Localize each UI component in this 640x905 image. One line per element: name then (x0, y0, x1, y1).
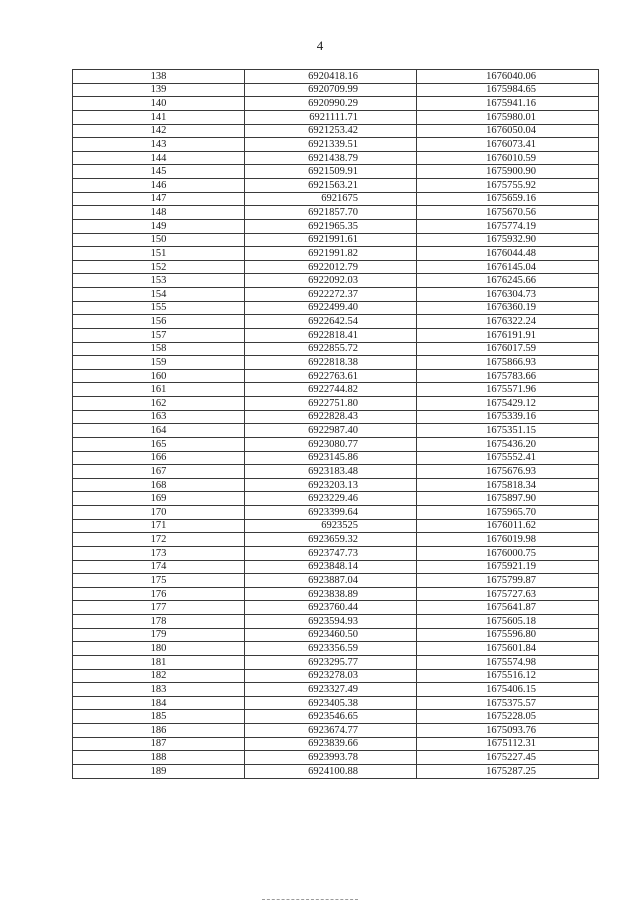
table-row (73, 356, 599, 370)
table-row (73, 260, 599, 274)
x-coordinate-cell: 1676360.19 (417, 301, 599, 315)
table-row (73, 737, 599, 751)
table-row (73, 288, 599, 302)
table-row (73, 138, 599, 152)
y-coordinate-cell: 6922828.43 (245, 410, 417, 424)
point-number-cell: 169 (73, 492, 245, 506)
point-number-cell: 152 (73, 260, 245, 274)
y-coordinate-cell: 6922012.79 (245, 260, 417, 274)
y-coordinate-cell: 6922751.80 (245, 397, 417, 411)
table-row (73, 383, 599, 397)
y-coordinate-cell: 6923546.65 (245, 710, 417, 724)
y-coordinate-cell: 6921675 (245, 192, 417, 206)
table-row (73, 655, 599, 669)
point-number-cell: 179 (73, 628, 245, 642)
point-number-cell: 158 (73, 342, 245, 356)
table-row (73, 165, 599, 179)
x-coordinate-cell: 1675574.98 (417, 655, 599, 669)
x-coordinate-cell: 1676000.75 (417, 546, 599, 560)
point-number-cell: 189 (73, 764, 245, 778)
x-coordinate-cell: 1675900.90 (417, 165, 599, 179)
x-coordinate-cell: 1676322.24 (417, 315, 599, 329)
y-coordinate-cell: 6921991.61 (245, 233, 417, 247)
table-row (73, 437, 599, 451)
point-number-cell: 186 (73, 724, 245, 738)
point-number-cell: 183 (73, 683, 245, 697)
point-number-cell: 180 (73, 642, 245, 656)
y-coordinate-cell: 6923525 (245, 519, 417, 533)
point-number-cell: 163 (73, 410, 245, 424)
point-number-cell: 178 (73, 615, 245, 629)
table-row (73, 683, 599, 697)
point-number-cell: 140 (73, 97, 245, 111)
y-coordinate-cell: 6923839.66 (245, 737, 417, 751)
y-coordinate-cell: 6923295.77 (245, 655, 417, 669)
coordinates-table-body (73, 70, 599, 779)
x-coordinate-cell: 1676050.04 (417, 124, 599, 138)
point-number-cell: 159 (73, 356, 245, 370)
x-coordinate-cell: 1676191.91 (417, 328, 599, 342)
table-row (73, 206, 599, 220)
x-coordinate-cell: 1675941.16 (417, 97, 599, 111)
point-number-cell: 160 (73, 369, 245, 383)
x-coordinate-cell: 1676245.66 (417, 274, 599, 288)
y-coordinate-cell: 6920709.99 (245, 83, 417, 97)
y-coordinate-cell: 6923399.64 (245, 506, 417, 520)
bottom-scan-mark (262, 899, 358, 901)
point-number-cell: 150 (73, 233, 245, 247)
point-number-cell: 139 (73, 83, 245, 97)
y-coordinate-cell: 6923405.38 (245, 696, 417, 710)
y-coordinate-cell: 6922642.54 (245, 315, 417, 329)
point-number-cell: 145 (73, 165, 245, 179)
table-row (73, 97, 599, 111)
y-coordinate-cell: 6922987.40 (245, 424, 417, 438)
y-coordinate-cell: 6921339.51 (245, 138, 417, 152)
point-number-cell: 167 (73, 465, 245, 479)
x-coordinate-cell: 1675866.93 (417, 356, 599, 370)
y-coordinate-cell: 6922818.41 (245, 328, 417, 342)
y-coordinate-cell: 6924100.88 (245, 764, 417, 778)
y-coordinate-cell: 6922272.37 (245, 288, 417, 302)
y-coordinate-cell: 6923838.89 (245, 587, 417, 601)
table-row (73, 369, 599, 383)
x-coordinate-cell: 1676145.04 (417, 260, 599, 274)
x-coordinate-cell: 1675659.16 (417, 192, 599, 206)
point-number-cell: 141 (73, 110, 245, 124)
point-number-cell: 173 (73, 546, 245, 560)
x-coordinate-cell: 1675516.12 (417, 669, 599, 683)
table-row (73, 274, 599, 288)
x-coordinate-cell: 1676073.41 (417, 138, 599, 152)
point-number-cell: 171 (73, 519, 245, 533)
table-row (73, 492, 599, 506)
y-coordinate-cell: 6921965.35 (245, 219, 417, 233)
table-row (73, 124, 599, 138)
point-number-cell: 156 (73, 315, 245, 329)
table-row (73, 560, 599, 574)
table-row (73, 724, 599, 738)
x-coordinate-cell: 1675339.16 (417, 410, 599, 424)
table-row (73, 342, 599, 356)
x-coordinate-cell: 1675429.12 (417, 397, 599, 411)
table-row (73, 397, 599, 411)
point-number-cell: 165 (73, 437, 245, 451)
table-row (73, 179, 599, 193)
coordinates-table (72, 69, 599, 779)
table-row (73, 451, 599, 465)
table-row (73, 110, 599, 124)
x-coordinate-cell: 1675605.18 (417, 615, 599, 629)
x-coordinate-cell: 1675228.05 (417, 710, 599, 724)
x-coordinate-cell: 1675799.87 (417, 574, 599, 588)
y-coordinate-cell: 6922818.38 (245, 356, 417, 370)
table-row (73, 669, 599, 683)
y-coordinate-cell: 6922092.03 (245, 274, 417, 288)
point-number-cell: 149 (73, 219, 245, 233)
x-coordinate-cell: 1675227.45 (417, 751, 599, 765)
table-row (73, 533, 599, 547)
table-row (73, 587, 599, 601)
point-number-cell: 172 (73, 533, 245, 547)
page-number: 4 (316, 38, 324, 53)
y-coordinate-cell: 6920418.16 (245, 70, 417, 84)
x-coordinate-cell: 1675897.90 (417, 492, 599, 506)
table-row (73, 192, 599, 206)
point-number-cell: 168 (73, 478, 245, 492)
table-row (73, 710, 599, 724)
x-coordinate-cell: 1675783.66 (417, 369, 599, 383)
x-coordinate-cell: 1675818.34 (417, 478, 599, 492)
table-row (73, 601, 599, 615)
y-coordinate-cell: 6923080.77 (245, 437, 417, 451)
y-coordinate-cell: 6921509.91 (245, 165, 417, 179)
y-coordinate-cell: 6923674.77 (245, 724, 417, 738)
y-coordinate-cell: 6921253.42 (245, 124, 417, 138)
y-coordinate-cell: 6922763.61 (245, 369, 417, 383)
table-row (73, 247, 599, 261)
point-number-cell: 147 (73, 192, 245, 206)
table-row (73, 70, 599, 84)
y-coordinate-cell: 6923848.14 (245, 560, 417, 574)
table-row (73, 615, 599, 629)
point-number-cell: 157 (73, 328, 245, 342)
y-coordinate-cell: 6923203.13 (245, 478, 417, 492)
point-number-cell: 142 (73, 124, 245, 138)
x-coordinate-cell: 1675375.57 (417, 696, 599, 710)
point-number-cell: 185 (73, 710, 245, 724)
y-coordinate-cell: 6922855.72 (245, 342, 417, 356)
point-number-cell: 164 (73, 424, 245, 438)
x-coordinate-cell: 1675093.76 (417, 724, 599, 738)
x-coordinate-cell: 1676304.73 (417, 288, 599, 302)
y-coordinate-cell: 6923594.93 (245, 615, 417, 629)
y-coordinate-cell: 6923760.44 (245, 601, 417, 615)
point-number-cell: 182 (73, 669, 245, 683)
point-number-cell: 170 (73, 506, 245, 520)
y-coordinate-cell: 6923460.50 (245, 628, 417, 642)
x-coordinate-cell: 1675287.25 (417, 764, 599, 778)
table-row (73, 546, 599, 560)
x-coordinate-cell: 1675351.15 (417, 424, 599, 438)
x-coordinate-cell: 1675406.15 (417, 683, 599, 697)
y-coordinate-cell: 6923145.86 (245, 451, 417, 465)
table-row (73, 751, 599, 765)
x-coordinate-cell: 1675670.56 (417, 206, 599, 220)
point-number-cell: 153 (73, 274, 245, 288)
x-coordinate-cell: 1676010.59 (417, 151, 599, 165)
table-row (73, 506, 599, 520)
x-coordinate-cell: 1675965.70 (417, 506, 599, 520)
point-number-cell: 188 (73, 751, 245, 765)
x-coordinate-cell: 1676044.48 (417, 247, 599, 261)
x-coordinate-cell: 1675601.84 (417, 642, 599, 656)
y-coordinate-cell: 6922744.82 (245, 383, 417, 397)
y-coordinate-cell: 6921111.71 (245, 110, 417, 124)
point-number-cell: 143 (73, 138, 245, 152)
x-coordinate-cell: 1675641.87 (417, 601, 599, 615)
point-number-cell: 181 (73, 655, 245, 669)
point-number-cell: 148 (73, 206, 245, 220)
y-coordinate-cell: 6923887.04 (245, 574, 417, 588)
table-row (73, 519, 599, 533)
point-number-cell: 175 (73, 574, 245, 588)
y-coordinate-cell: 6921857.70 (245, 206, 417, 220)
table-row (73, 328, 599, 342)
x-coordinate-cell: 1675755.92 (417, 179, 599, 193)
point-number-cell: 146 (73, 179, 245, 193)
table-row (73, 83, 599, 97)
table-row (73, 628, 599, 642)
x-coordinate-cell: 1675727.63 (417, 587, 599, 601)
point-number-cell: 151 (73, 247, 245, 261)
x-coordinate-cell: 1675571.96 (417, 383, 599, 397)
y-coordinate-cell: 6923229.46 (245, 492, 417, 506)
x-coordinate-cell: 1676019.98 (417, 533, 599, 547)
point-number-cell: 166 (73, 451, 245, 465)
x-coordinate-cell: 1675596.80 (417, 628, 599, 642)
table-row (73, 151, 599, 165)
table-row (73, 233, 599, 247)
table-row (73, 301, 599, 315)
x-coordinate-cell: 1675676.93 (417, 465, 599, 479)
x-coordinate-cell: 1675984.65 (417, 83, 599, 97)
table-row (73, 219, 599, 233)
table-row (73, 410, 599, 424)
y-coordinate-cell: 6923993.78 (245, 751, 417, 765)
point-number-cell: 138 (73, 70, 245, 84)
point-number-cell: 184 (73, 696, 245, 710)
y-coordinate-cell: 6923659.32 (245, 533, 417, 547)
y-coordinate-cell: 6921563.21 (245, 179, 417, 193)
point-number-cell: 154 (73, 288, 245, 302)
y-coordinate-cell: 6923278.03 (245, 669, 417, 683)
table-row (73, 424, 599, 438)
x-coordinate-cell: 1676017.59 (417, 342, 599, 356)
point-number-cell: 187 (73, 737, 245, 751)
point-number-cell: 177 (73, 601, 245, 615)
point-number-cell: 174 (73, 560, 245, 574)
table-row (73, 696, 599, 710)
point-number-cell: 162 (73, 397, 245, 411)
table-row (73, 764, 599, 778)
point-number-cell: 161 (73, 383, 245, 397)
table-row (73, 465, 599, 479)
y-coordinate-cell: 6921991.82 (245, 247, 417, 261)
table-row (73, 478, 599, 492)
table-row (73, 315, 599, 329)
table-row (73, 642, 599, 656)
point-number-cell: 144 (73, 151, 245, 165)
point-number-cell: 155 (73, 301, 245, 315)
x-coordinate-cell: 1675774.19 (417, 219, 599, 233)
y-coordinate-cell: 6920990.29 (245, 97, 417, 111)
x-coordinate-cell: 1676040.06 (417, 70, 599, 84)
y-coordinate-cell: 6923747.73 (245, 546, 417, 560)
y-coordinate-cell: 6923327.49 (245, 683, 417, 697)
x-coordinate-cell: 1676011.62 (417, 519, 599, 533)
x-coordinate-cell: 1675921.19 (417, 560, 599, 574)
x-coordinate-cell: 1675112.31 (417, 737, 599, 751)
y-coordinate-cell: 6923183.48 (245, 465, 417, 479)
table-row (73, 574, 599, 588)
point-number-cell: 176 (73, 587, 245, 601)
x-coordinate-cell: 1675436.20 (417, 437, 599, 451)
x-coordinate-cell: 1675552.41 (417, 451, 599, 465)
y-coordinate-cell: 6922499.40 (245, 301, 417, 315)
x-coordinate-cell: 1675932.90 (417, 233, 599, 247)
y-coordinate-cell: 6921438.79 (245, 151, 417, 165)
y-coordinate-cell: 6923356.59 (245, 642, 417, 656)
x-coordinate-cell: 1675980.01 (417, 110, 599, 124)
